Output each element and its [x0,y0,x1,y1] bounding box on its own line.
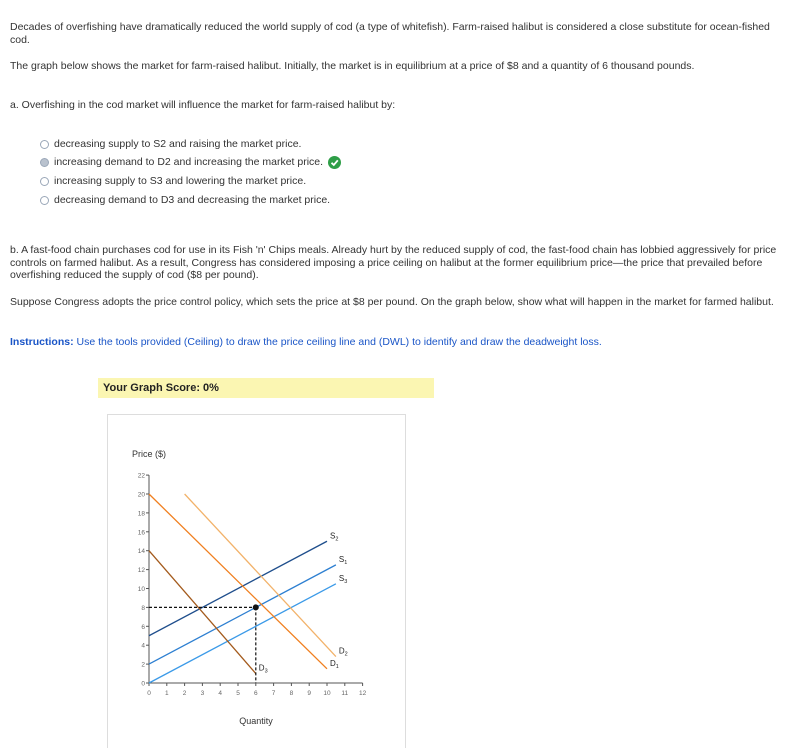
x-tick-label: 5 [236,690,240,697]
instructions [10,336,780,349]
x-tick-label: 1 [164,690,169,697]
equilibrium-point [253,604,259,610]
x-tick-label: 3 [200,690,205,697]
y-tick-label: 18 [137,510,145,518]
x-tick-label: 11 [341,690,349,697]
answer-option-1[interactable] [40,137,301,151]
option-label: increasing supply to S3 and lowering the market price. [54,175,307,187]
curve-label-s3: $S_3$ [338,573,348,585]
x-axis-label: Quantity [239,716,273,726]
curve-s2 [149,541,327,636]
y-tick-label: 12 [137,567,145,575]
curve-label-d1: $D_1$ [330,658,339,670]
curve-label-d2: $D_2$ [338,646,348,658]
curve-s3 [149,584,336,683]
answer-option-4[interactable] [40,193,330,207]
y-tick-label: 4 [141,642,145,650]
curve-d2 [185,494,339,657]
y-tick-label: 20 [137,491,145,499]
y-axis-label: Price ($) [132,449,167,459]
y-tick-label: 2 [141,661,145,669]
x-tick-label: 6 [253,690,258,697]
intro-text: Decades of overfishing have dramatically reduced the world supply of cod (a type of whitefish). Farm-raised halibut is considered a close substitute for ocean-fished cod. [10,21,770,46]
x-tick-label: 7 [271,690,276,697]
supply-demand-chart[interactable] [108,415,405,749]
curve-label-s1: $S_1$ [338,554,348,566]
graph-score: Your Graph Score: 0% [98,378,434,398]
option-label: decreasing supply to S2 and raising the market price. [54,138,302,150]
part-b-text: b. A fast-food chain purchases cod for use in its Fish 'n' Chips meals. Already hurt by the reduced supply of cod, the fast-food chain has lobbied aggressively for price controls on farmed halibut. As a result, Congress has considered imposing a price ceiling on halibut at the former equilibrium price—the price that prevailed before overfishing reduced the supply of cod ($8 per pound). [10,244,777,282]
x-tick-label: 10 [323,690,331,697]
x-tick-label: 9 [307,690,312,697]
instructions-text: Use the tools provided (Ceiling) to draw the price ceiling line and (DWL) to identify and draw the deadweight loss. [73,336,602,348]
answer-option-3[interactable] [40,174,306,188]
y-tick-label: 6 [141,623,145,631]
curve-label-d3: $D_3$ [258,663,268,675]
x-tick-label: 2 [182,690,187,697]
x-tick-label: 8 [289,690,294,697]
question-a: a. Overfishing in the cod market will influence the market for farm-raised halibut by: [10,99,396,111]
radio-button[interactable] [40,177,49,186]
option-label: increasing demand to D2 and increasing the market price. [54,156,324,168]
y-tick-label: 16 [137,529,145,537]
radio-button[interactable] [40,196,49,205]
x-tick-label: 0 [147,690,151,697]
y-tick-label: 22 [137,472,145,480]
correct-check-icon [328,156,341,169]
y-tick-label: 0 [141,680,145,688]
option-label: decreasing demand to D3 and decreasing the market price. [54,194,331,206]
radio-button[interactable] [40,158,49,167]
instructions-label: Instructions: [10,336,74,348]
graph-description: The graph below shows the market for farm-raised halibut. Initially, the market is in equilibrium at a price of $8 and a quantity of 6 thousand pounds. [10,60,695,72]
x-tick-label: 12 [358,690,367,697]
answer-option-2[interactable] [40,155,341,169]
y-tick-label: 14 [137,548,145,556]
graph-panel[interactable] [107,414,406,748]
y-tick-label: 8 [141,604,145,612]
curve-label-s2: $S_2$ [330,531,339,543]
x-tick-label: 4 [218,690,223,697]
y-tick-label: 10 [137,586,145,593]
part-b-prompt: Suppose Congress adopts the price control policy, which sets the price at $8 per pound. On the graph below, show what will happen in the market for farmed halibut. [10,296,774,308]
radio-button[interactable] [40,140,49,149]
